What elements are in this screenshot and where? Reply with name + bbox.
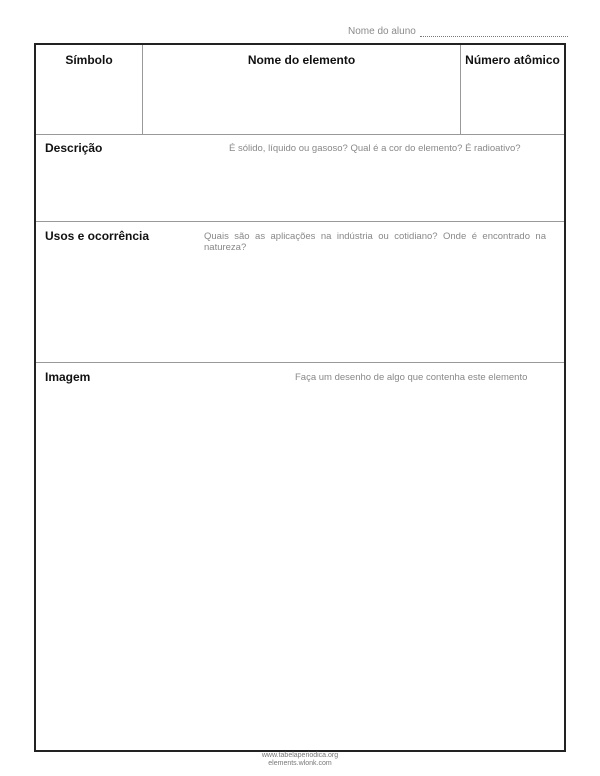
image-section[interactable] [36, 363, 564, 750]
image-title: Imagem [45, 370, 91, 384]
atomic-number-cell[interactable] [461, 45, 564, 134]
element-worksheet [34, 43, 566, 752]
student-name-dotted-line[interactable] [420, 28, 568, 37]
description-title: Descrição [45, 141, 103, 155]
symbol-label: Símbolo [65, 53, 113, 67]
element-name-label: Nome do elemento [247, 53, 356, 67]
uses-hint: Quais são as aplicações na indústria ou cotidiano? Onde é encontrado na natureza? [204, 231, 546, 253]
student-name-label: Nome do aluno [348, 26, 416, 37]
description-section[interactable] [36, 134, 564, 222]
atomic-number-label: Número atômico [465, 53, 560, 67]
description-hint: É sólido, líquido ou gasoso? Qual é a cor do elemento? É radioativo? [229, 143, 521, 154]
footer [0, 752, 600, 768]
element-name-cell[interactable] [143, 45, 461, 134]
symbol-cell[interactable] [36, 45, 143, 134]
footer-url-2: elements.wlonk.com [268, 760, 332, 767]
element-identity-row [36, 45, 564, 135]
student-name-field[interactable] [348, 26, 568, 37]
footer-url-1: www.tabelaperiodica.org [261, 752, 339, 759]
uses-section[interactable] [36, 222, 564, 363]
uses-title: Usos e ocorrência [45, 229, 150, 243]
image-hint: Faça um desenho de algo que contenha este elemento [295, 372, 528, 383]
